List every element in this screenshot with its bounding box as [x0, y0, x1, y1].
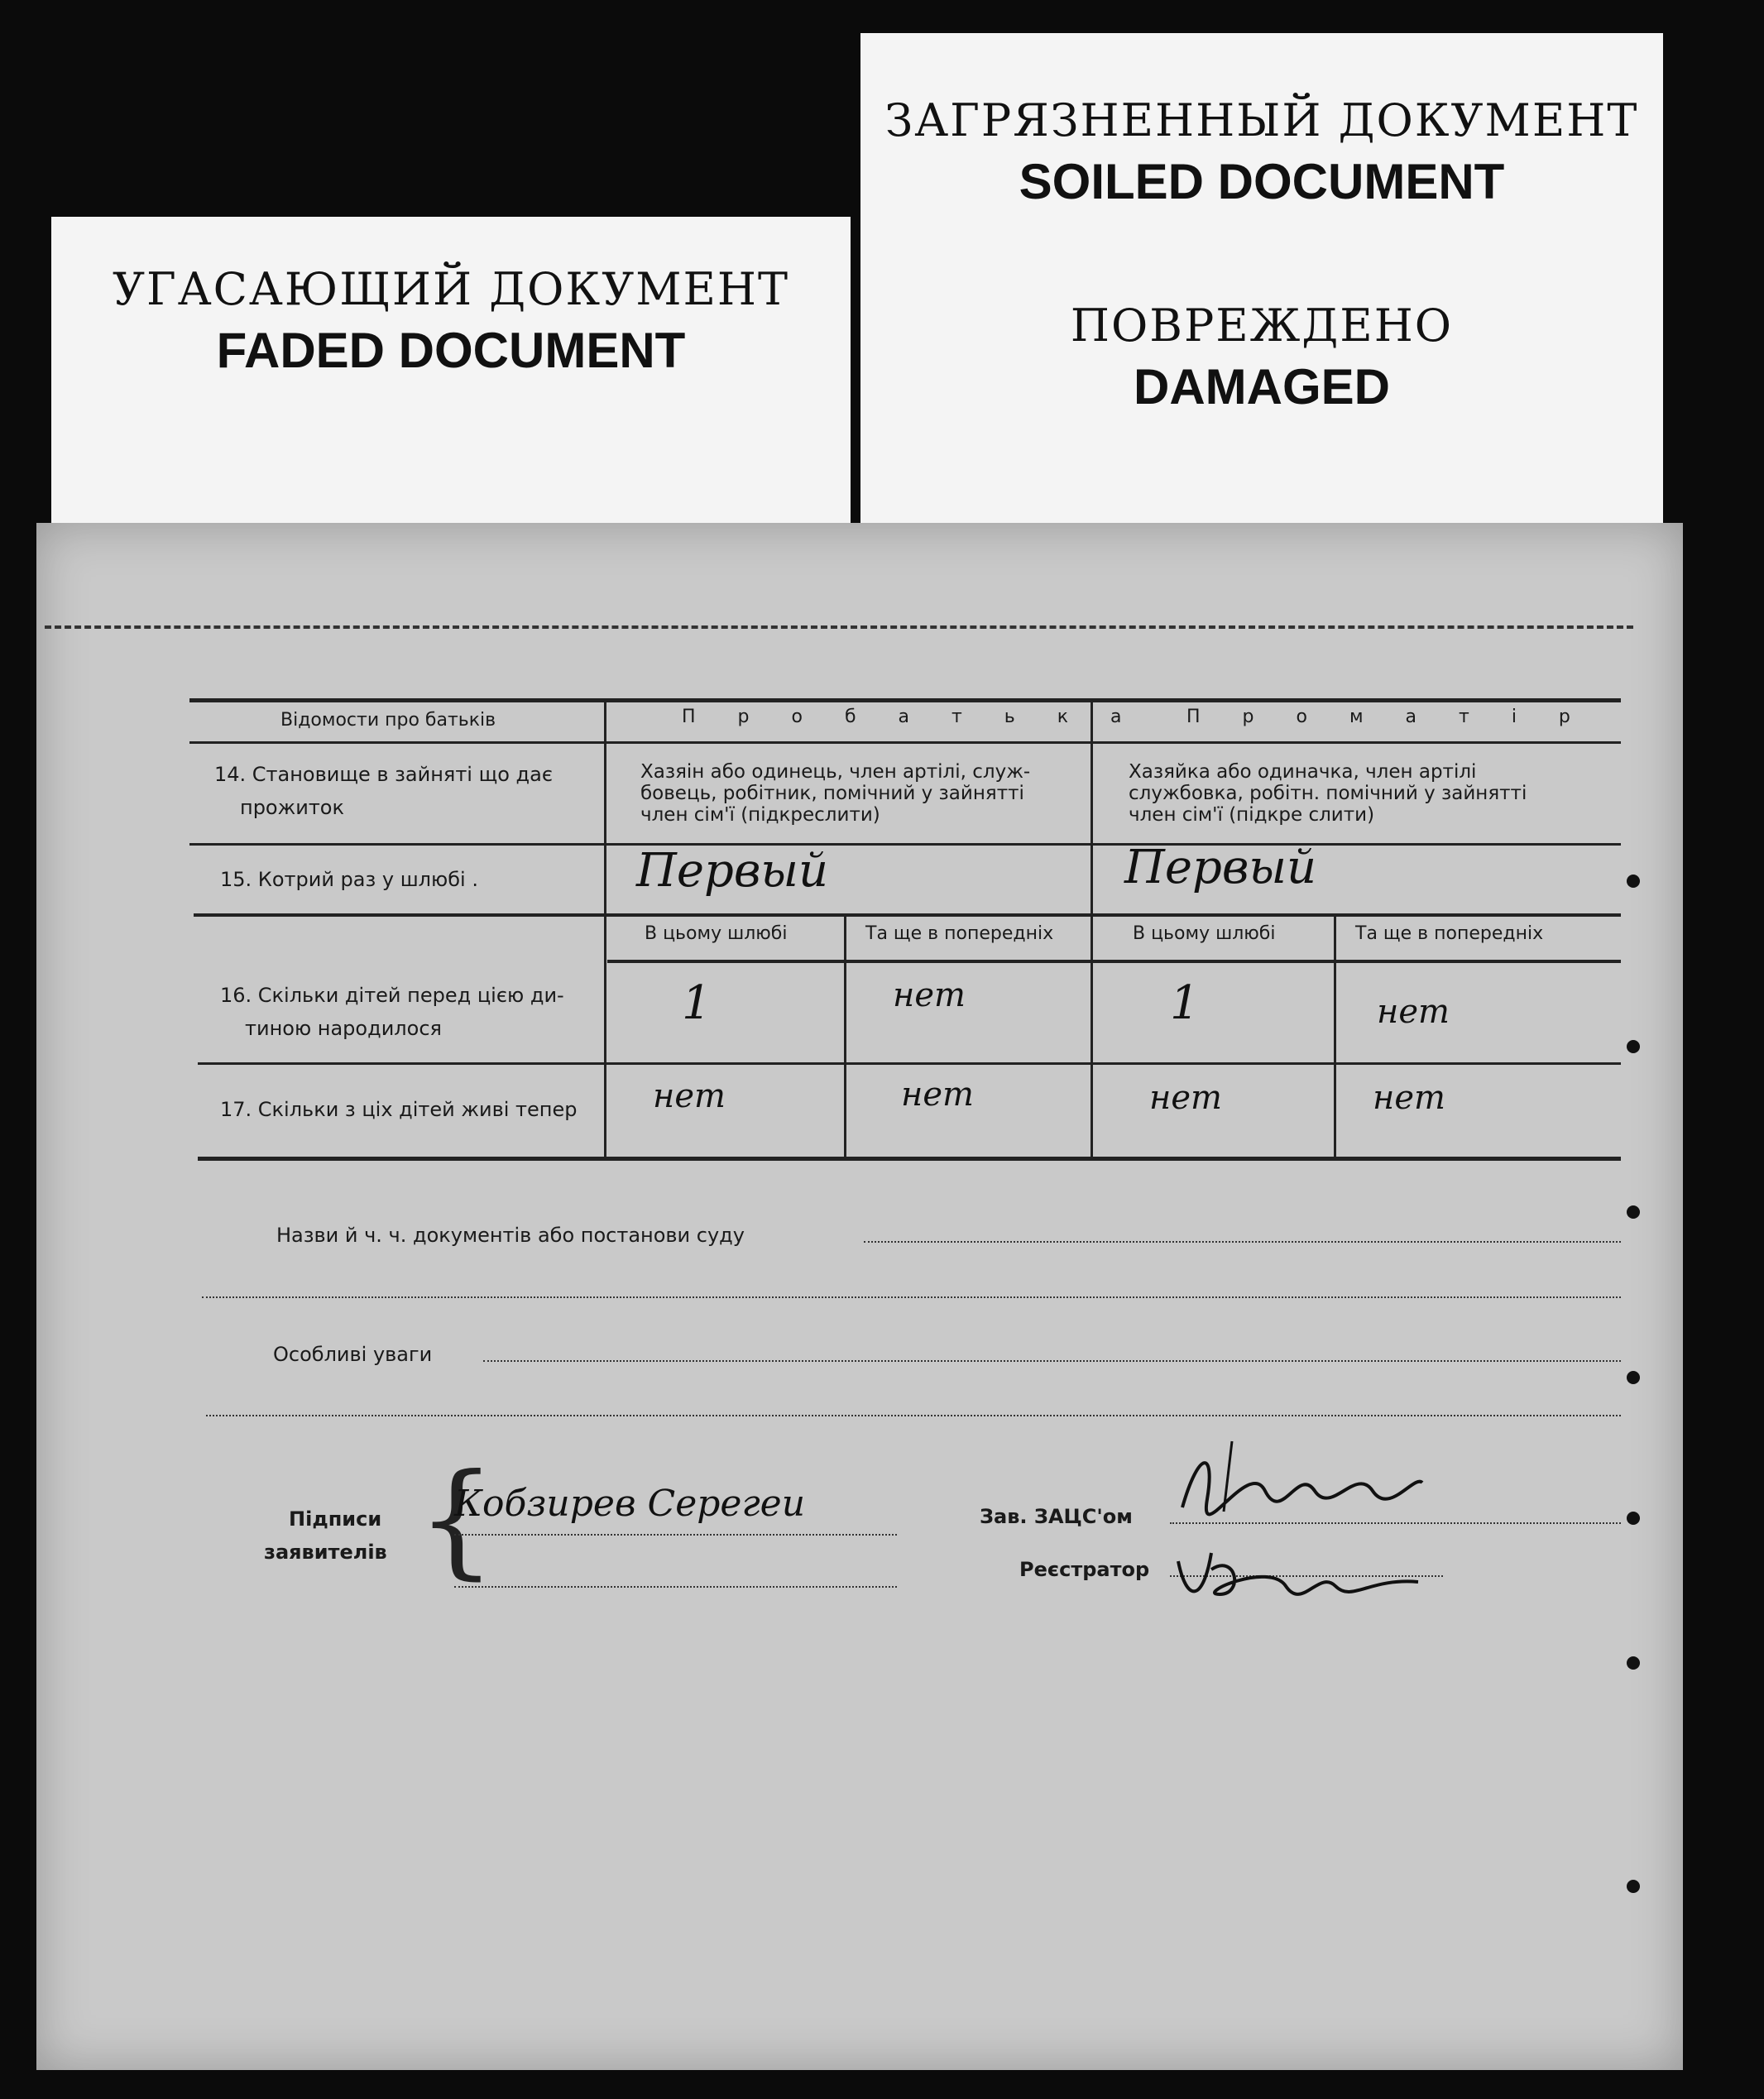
row17-mother-previous: нет	[1373, 1079, 1445, 1117]
notes-label: Особливі уваги	[273, 1343, 433, 1366]
subheader-this-marriage-mother: В цьому шлюбі	[1133, 923, 1276, 944]
subheader-divider	[607, 960, 1621, 963]
documents-label: Назви й ч. ч. документів або постанови суду	[276, 1224, 745, 1247]
applicants-brace: {	[417, 1448, 496, 1592]
binding-hole	[1627, 1371, 1640, 1384]
soiled-label-ru: ЗАГРЯЗНЕННЫЙ ДОКУМЕНТ	[884, 94, 1639, 146]
row17-father-previous: нет	[901, 1076, 974, 1114]
header-parents-info: Відомости про батьків	[280, 710, 496, 731]
documents-fill-line-2	[202, 1296, 1621, 1298]
table-header-divider	[189, 741, 1621, 744]
row17-father-this: нет	[653, 1077, 726, 1115]
row14-father-line1: Хазяін або одинець, член артілі, служ-	[640, 761, 1031, 783]
head-of-registry-label: Зав. ЗАЦС'ом	[980, 1505, 1133, 1528]
damaged-document-slip	[860, 258, 1663, 531]
row14-mother-line2: службовка, робітн. помічний у зайнятті	[1129, 783, 1527, 804]
binding-hole	[1627, 1512, 1640, 1525]
binding-hole	[1627, 1656, 1640, 1670]
row-divider	[189, 843, 1621, 846]
row14-mother-line3: член сім'ї (підкре слити)	[1129, 804, 1375, 826]
applicants-label-line2: заявителів	[264, 1541, 387, 1564]
header-about-mother: П р о м а т і р	[1186, 707, 1589, 727]
damaged-label-ru: ПОВРЕЖДЕНО	[1070, 300, 1454, 352]
registry-form-sheet	[36, 523, 1683, 2070]
soiled-label-en: SOILED DOCUMENT	[1019, 154, 1505, 209]
row17-label: 17. Скільки з ціх дітей живі тепер	[220, 1098, 578, 1121]
documents-fill-line	[864, 1241, 1621, 1243]
column-divider	[1091, 698, 1093, 1157]
registrar-signature-scribble	[1170, 1536, 1435, 1611]
row16-mother-previous: нет	[1377, 993, 1450, 1031]
column-divider	[844, 916, 846, 1157]
row15-label: 15. Котрий раз у шлюбі .	[220, 868, 478, 891]
damaged-label-en: DAMAGED	[1134, 359, 1390, 415]
column-divider	[1334, 916, 1336, 1157]
subheader-this-marriage-father: В цьому шлюбі	[645, 923, 788, 944]
binding-hole	[1627, 1880, 1640, 1893]
table-top-border	[189, 698, 1621, 702]
row16-father-previous: нет	[893, 976, 966, 1014]
table-bottom-border	[198, 1157, 1621, 1161]
subheader-previous-mother: Та ще в попередніх	[1355, 923, 1544, 944]
row-divider	[198, 1062, 1621, 1065]
row14-label-line2: прожиток	[240, 796, 344, 819]
column-divider	[604, 698, 606, 1157]
row15-mother-handwritten: Первый	[1124, 841, 1317, 894]
row14-father-line3: член сім'ї (підкреслити)	[640, 804, 880, 826]
header-about-father: П р о б а т ь к а	[682, 707, 1140, 727]
binding-hole	[1627, 875, 1640, 888]
row16-mother-this: 1	[1170, 976, 1200, 1030]
row16-label-line1: 16. Скільки дітей перед цією ди-	[220, 984, 564, 1007]
row-divider	[194, 913, 1621, 917]
applicants-label-line1: Підписи	[289, 1507, 382, 1531]
row16-label-line2: тиною народилося	[245, 1017, 442, 1040]
row16-father-this: 1	[682, 976, 712, 1030]
row14-father-line2: бовець, робітник, помічний у зайнятті	[640, 783, 1024, 804]
registrar-label: Реєстратор	[1019, 1558, 1150, 1581]
faded-label-en: FADED DOCUMENT	[216, 323, 686, 378]
applicant-signature: Кобзирев Серегеи	[454, 1483, 806, 1525]
subheader-previous-father: Та ще в попередніх	[865, 923, 1054, 944]
binding-hole	[1627, 1205, 1640, 1219]
soiled-document-slip	[860, 33, 1663, 281]
perforation-line	[45, 625, 1633, 629]
head-signature-scribble	[1174, 1433, 1439, 1524]
faded-label-ru: УГАСАЮЩИЙ ДОКУМЕНТ	[112, 263, 790, 315]
notes-fill-line-2	[206, 1415, 1621, 1416]
binding-hole	[1627, 1040, 1640, 1053]
applicant-signature-line	[454, 1534, 897, 1536]
row15-father-handwritten: Первый	[636, 844, 829, 898]
row14-mother-line1: Хазяйка або одиначка, член артілі	[1129, 761, 1477, 783]
row14-label-line1: 14. Становище в зайняті що дає	[214, 763, 553, 786]
applicant-signature-line-2	[454, 1586, 897, 1588]
faded-document-slip	[51, 217, 851, 539]
row17-mother-this: нет	[1149, 1079, 1222, 1117]
notes-fill-line	[483, 1360, 1621, 1362]
